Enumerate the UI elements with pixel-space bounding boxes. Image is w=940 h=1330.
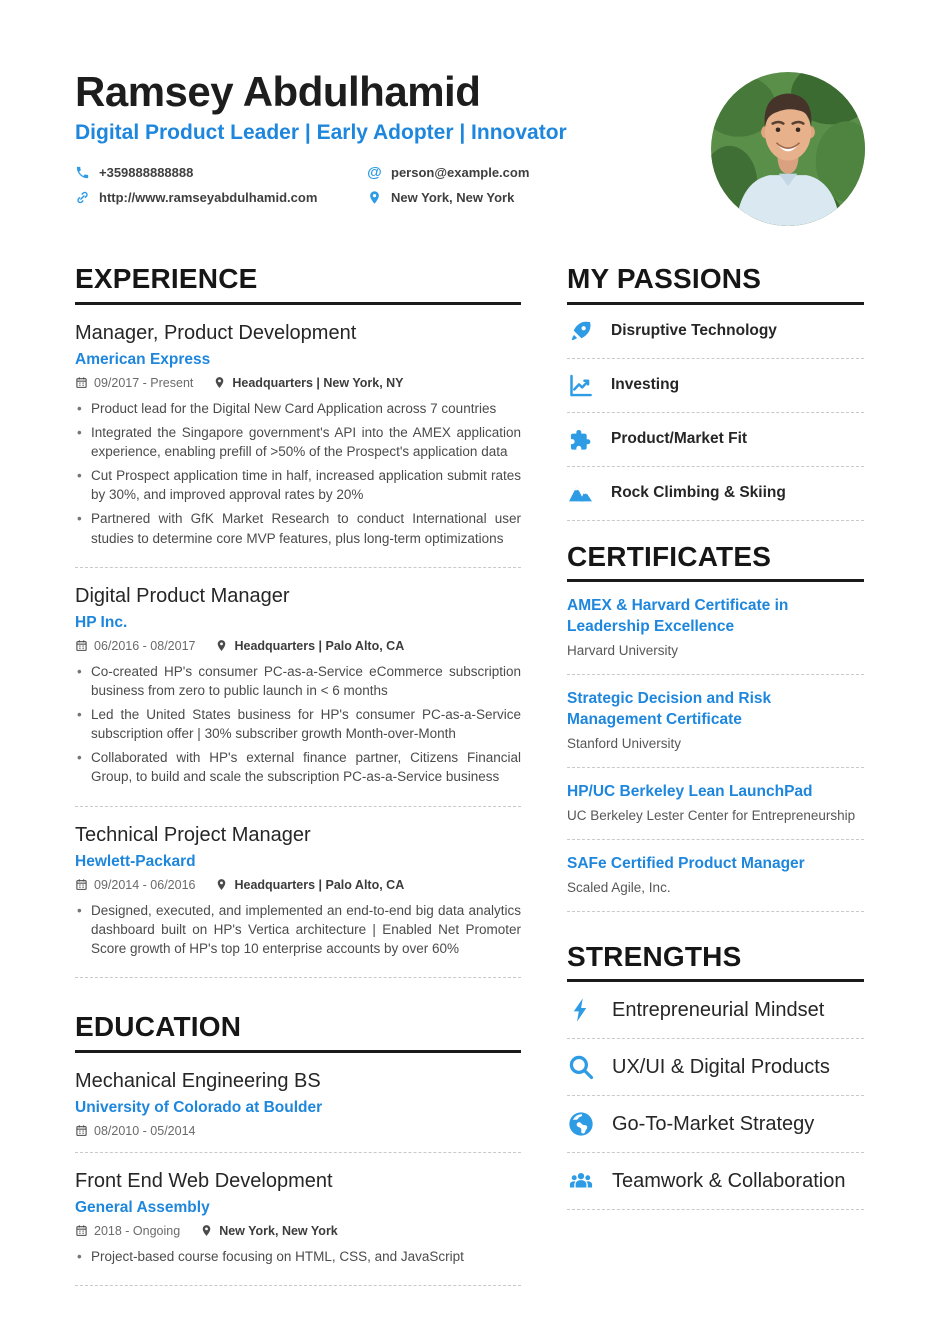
certificate-name: SAFe Certified Product Manager bbox=[567, 854, 805, 872]
passion-label: Disruptive Technology bbox=[611, 322, 777, 340]
job-bullet: • Partnered with GfK Market Research to conduct International user studies to determine core MVP features, plus long-term optimizations bbox=[75, 509, 521, 547]
job-bullets bbox=[75, 662, 521, 787]
rocket-icon bbox=[567, 318, 594, 345]
contact-website-text: http://www.ramseyabdulhamid.com bbox=[99, 190, 318, 206]
lightning-icon bbox=[567, 996, 595, 1024]
job-bullet: • Cut Prospect application time in half, increased application submit rates by 30%, and improved approval rates by 20% bbox=[75, 466, 521, 504]
location-pin-icon bbox=[215, 639, 228, 652]
passion-item bbox=[567, 413, 864, 467]
job-location-text: Headquarters | New York, NY bbox=[232, 375, 404, 390]
calendar-icon bbox=[75, 639, 88, 652]
strength-label: Entrepreneurial Mindset bbox=[612, 998, 825, 1021]
job-entry bbox=[75, 568, 521, 807]
contact-location bbox=[367, 190, 635, 205]
certificates-section bbox=[567, 540, 864, 912]
contact-email[interactable] bbox=[367, 165, 635, 180]
passion-item bbox=[567, 359, 864, 413]
location-pin-icon bbox=[200, 1224, 213, 1237]
certificate-item bbox=[567, 675, 864, 768]
calendar-icon bbox=[75, 878, 88, 891]
passion-item bbox=[567, 305, 864, 359]
certificate-issuer: Scaled Agile, Inc. bbox=[567, 879, 671, 895]
strengths-heading: STRENGTHS bbox=[567, 940, 864, 983]
job-entry bbox=[75, 807, 521, 978]
calendar-icon bbox=[75, 376, 88, 389]
job-dates-text: 09/2014 - 06/2016 bbox=[94, 877, 196, 892]
job-location bbox=[213, 376, 403, 390]
job-bullet: • Co-created HP's consumer PC-as-a-Service eCommerce subscription business from zero to public launch in < 6 months bbox=[75, 662, 521, 700]
school-name: General Assembly bbox=[75, 1198, 210, 1216]
experience-heading: EXPERIENCE bbox=[75, 262, 521, 305]
certificate-item bbox=[567, 582, 864, 675]
certificate-issuer: UC Berkeley Lester Center for Entrepreneurship bbox=[567, 807, 856, 823]
people-icon bbox=[567, 1167, 595, 1195]
job-company: Hewlett-Packard bbox=[75, 852, 196, 870]
job-entry bbox=[75, 305, 521, 568]
search-icon bbox=[567, 1053, 595, 1081]
passion-item bbox=[567, 467, 864, 521]
location-pin-icon bbox=[213, 376, 226, 389]
education-dates-text: 08/2010 - 05/2014 bbox=[94, 1123, 196, 1138]
chart-line-icon bbox=[567, 372, 594, 399]
job-dates bbox=[75, 376, 193, 390]
job-title: Technical Project Manager bbox=[75, 823, 311, 846]
job-company: American Express bbox=[75, 350, 211, 368]
job-bullet: • Led the United States business for HP's consumer PC-as-a-Service subscription offer | 30% subscriber growth Month-over-Month bbox=[75, 705, 521, 743]
strength-item bbox=[567, 1153, 864, 1210]
passion-label: Rock Climbing & Skiing bbox=[611, 484, 786, 502]
education-heading: EDUCATION bbox=[75, 1010, 521, 1053]
passion-label: Product/Market Fit bbox=[611, 430, 748, 448]
education-location bbox=[200, 1224, 338, 1238]
resume-header bbox=[0, 0, 940, 226]
education-entry bbox=[75, 1153, 521, 1286]
person-name: Ramsey Abdulhamid bbox=[75, 68, 481, 115]
contact-location-text: New York, New York bbox=[391, 190, 515, 206]
job-bullet: • Integrated the Singapore government's API into the AMEX application experience, enabling prefill of >50% of the Prospect's application data bbox=[75, 423, 521, 461]
contact-email-text: person@example.com bbox=[391, 165, 530, 181]
passions-heading: MY PASSIONS bbox=[567, 262, 864, 305]
strength-item bbox=[567, 1039, 864, 1096]
education-dates bbox=[75, 1124, 195, 1138]
job-dates bbox=[75, 639, 195, 653]
job-bullets bbox=[75, 901, 521, 958]
strength-label: Go-To-Market Strategy bbox=[612, 1112, 815, 1135]
strength-item bbox=[567, 982, 864, 1039]
certificate-issuer: Harvard University bbox=[567, 643, 679, 659]
calendar-icon bbox=[75, 1224, 88, 1237]
job-company: HP Inc. bbox=[75, 613, 128, 631]
education-bullets bbox=[75, 1247, 521, 1266]
certificate-item bbox=[567, 840, 864, 912]
job-dates-text: 06/2016 - 08/2017 bbox=[94, 638, 196, 653]
certificate-name: AMEX & Harvard Certificate in Leadership Excellence bbox=[567, 597, 789, 636]
avatar-photo-illustration bbox=[711, 72, 865, 226]
contact-phone bbox=[75, 165, 367, 180]
strength-item bbox=[567, 1096, 864, 1153]
degree-title: Mechanical Engineering BS bbox=[75, 1069, 321, 1092]
school-name: University of Colorado at Boulder bbox=[75, 1098, 323, 1116]
job-bullet: • Collaborated with HP's external finance partner, Citizens Financial Group, to build and scale the subscription PC-as-a-Service business bbox=[75, 748, 521, 786]
globe-icon bbox=[567, 1110, 595, 1138]
location-pin-icon bbox=[367, 190, 382, 205]
passions-section bbox=[567, 262, 864, 521]
job-location-text: Headquarters | Palo Alto, CA bbox=[234, 638, 405, 653]
degree-title: Front End Web Development bbox=[75, 1169, 333, 1192]
certificate-name: HP/UC Berkeley Lean LaunchPad bbox=[567, 782, 813, 800]
contact-phone-text: +359888888888 bbox=[99, 165, 194, 181]
strength-label: UX/UI & Digital Products bbox=[612, 1055, 830, 1078]
strengths-section bbox=[567, 940, 864, 1211]
person-tagline: Digital Product Leader | Early Adopter | Innovator bbox=[75, 121, 567, 145]
passion-label: Investing bbox=[611, 376, 680, 394]
puzzle-icon bbox=[567, 426, 594, 453]
job-location bbox=[215, 878, 404, 892]
certificates-heading: CERTIFICATES bbox=[567, 540, 864, 583]
location-pin-icon bbox=[215, 878, 228, 891]
education-dates-text: 2018 - Ongoing bbox=[94, 1223, 181, 1238]
education-bullet: • Project-based course focusing on HTML, CSS, and JavaScript bbox=[75, 1247, 521, 1266]
phone-icon bbox=[75, 165, 90, 180]
education-location-text: New York, New York bbox=[219, 1223, 338, 1238]
job-location bbox=[215, 639, 404, 653]
job-bullet: • Designed, executed, and implemented an end-to-end big data analytics dashboard built on HP's Vertica architecture | Enabled Net Promoter Score growth of HP's top 10 enterprise accounts by over 60% bbox=[75, 901, 521, 958]
experience-section bbox=[75, 262, 521, 978]
job-bullet: • Product lead for the Digital New Card Application across 7 countries bbox=[75, 399, 521, 418]
certificate-name: Strategic Decision and Risk Management Certificate bbox=[567, 690, 772, 728]
strength-label: Teamwork & Collaboration bbox=[612, 1169, 846, 1192]
avatar bbox=[711, 72, 865, 226]
calendar-icon bbox=[75, 1124, 88, 1137]
job-dates-text: 09/2017 - Present bbox=[94, 375, 194, 390]
job-location-text: Headquarters | Palo Alto, CA bbox=[234, 877, 405, 892]
education-entry bbox=[75, 1053, 521, 1153]
education-dates bbox=[75, 1224, 180, 1238]
certificate-item bbox=[567, 768, 864, 840]
link-icon bbox=[75, 190, 90, 205]
contact-list bbox=[75, 165, 635, 205]
at-icon: @ bbox=[367, 164, 382, 182]
mountains-icon bbox=[567, 480, 594, 507]
certificate-issuer: Stanford University bbox=[567, 735, 682, 751]
education-section bbox=[75, 1010, 521, 1286]
job-title: Manager, Product Development bbox=[75, 321, 357, 344]
job-bullets bbox=[75, 399, 521, 548]
job-title: Digital Product Manager bbox=[75, 584, 290, 607]
job-dates bbox=[75, 878, 195, 892]
contact-website[interactable] bbox=[75, 190, 367, 205]
